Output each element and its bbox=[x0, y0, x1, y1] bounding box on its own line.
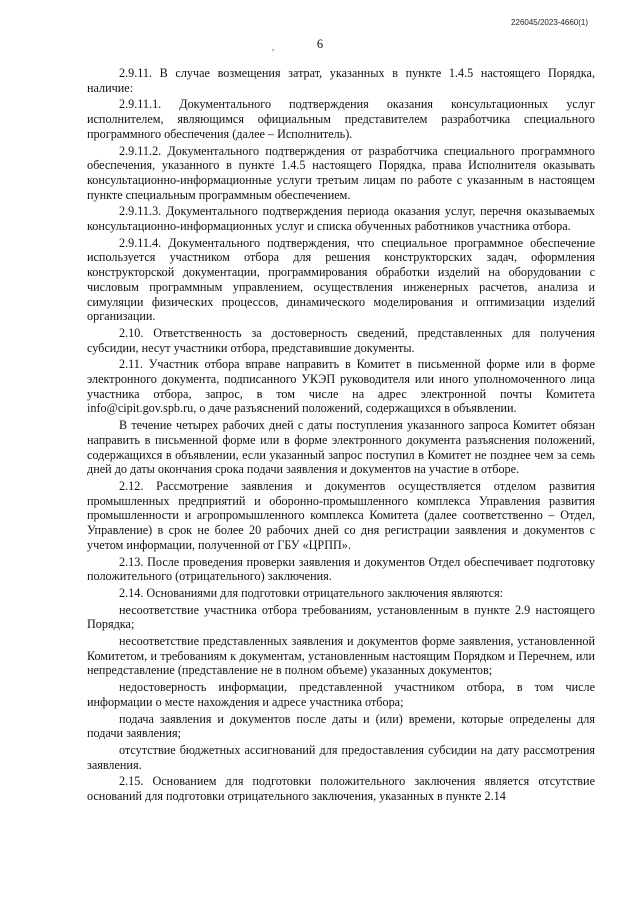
paragraph: 2.10. Ответственность за достоверность сведений, представленных для получения субсидии, несут участники отбора, представившие документы. bbox=[87, 325, 595, 355]
paragraph: 2.13. После проведения проверки заявления и документов Отдел обеспечивает подготовку положительного (отрицательного) заключения. bbox=[87, 554, 595, 584]
paragraph: 2.12. Рассмотрение заявления и документов осуществляется отделом развития промышленных предприятий и оборонно-промышленного комплекса Управления развития промышленности и агропромышленного комплекса Комитета (далее соответственно – Отдел, Управление) в срок не более 20 рабочих дней со дня регистрации заявления и документов с учетом информации, полученной от ГБУ «ЦРПП». bbox=[87, 478, 595, 552]
paragraph: 2.9.11. В случае возмещения затрат, указанных в пункте 1.4.5 настоящего Порядка, наличие: bbox=[87, 66, 595, 95]
paragraph: 2.11. Участник отбора вправе направить в Комитет в письменной форме или в форме электронного документа, подписанного УКЭП руководителя или иного уполномоченного лица участника отбора, запрос, в том числе на адрес электронной почты Комитета info@cipit.gov.spb.ru, о даче разъяснений положений, содержащихся в объявлении. bbox=[87, 357, 595, 416]
paragraph: В течение четырех рабочих дней с даты поступления указанного запроса Комитет обязан направить в письменной форме или в форме электронного документа разъяснения положений, содержащихся в объявлении, если указанный запрос поступил в Комитет не позднее чем за семь дней до даты окончания срока подачи заявления и документов на участие в отборе. bbox=[87, 418, 595, 477]
paragraph: отсутствие бюджетных ассигнований для предоставления субсидии на дату рассмотрения заявления. bbox=[87, 742, 595, 772]
paragraph: 2.15. Основанием для подготовки положительного заключения является отсутствие оснований для подготовки отрицательного заключения, указанных в пункте 2.14 bbox=[87, 774, 595, 804]
paragraph: 2.14. Основаниями для подготовки отрицательного заключения являются: bbox=[119, 585, 503, 600]
paragraph: 2.9.11.4. Документального подтверждения, что специальное программное обеспечение используется участником отбора для решения конструкторских задач, оформления конструкторской документации, программирования обработки изделий на оборудовании с числовым программным управлением, осуществления инженерных расчетов, анализа и симуляции физических процессов, динамического моделирования и оптимизации изделий организации. bbox=[87, 235, 595, 324]
page-number: 6 bbox=[316, 37, 324, 51]
paragraph: 2.9.11.1. Документального подтверждения оказания консультационных услуг исполнителем, являющимся официальным представителем разработчика специального программного обеспечения (далее – Исполнитель). bbox=[87, 97, 595, 141]
paragraph: 2.9.11.3. Документального подтверждения периода оказания услуг, перечня оказываемых консультационно-информационных услуг и списка обученных работников участника отбора. bbox=[87, 204, 595, 234]
paragraph: несоответствие участника отбора требованиям, установленным в пункте 2.9 настоящего Порядка; bbox=[87, 602, 595, 632]
paragraph: 2.9.11.2. Документального подтверждения от разработчика специального программного обеспечения, указанного в пункте 1.4.5 настоящего Порядка, права Исполнителя оказывать консультационно-информационные услуги третьим лицам по работе с указанным в настоящем пункте специальным программным обеспечением. bbox=[87, 143, 595, 202]
paragraph: несоответствие представленных заявления и документов форме заявления, установленной Комитетом, и требованиям к документам, установленным настоящим Порядком и Перечнем, или непредставление (представление не в полном объеме) указанных документов; bbox=[87, 634, 595, 678]
document-body bbox=[87, 66, 595, 806]
document-id: 226045/2023-4660(1) bbox=[511, 18, 588, 27]
paragraph: подача заявления и документов после даты и (или) времени, которые определены для подачи заявления; bbox=[87, 711, 595, 741]
paragraph: недостоверность информации, представленной участником отбора, в том числе информации о месте нахождения и адресе участника отбора; bbox=[87, 680, 595, 709]
stray-mark: , bbox=[272, 42, 275, 52]
